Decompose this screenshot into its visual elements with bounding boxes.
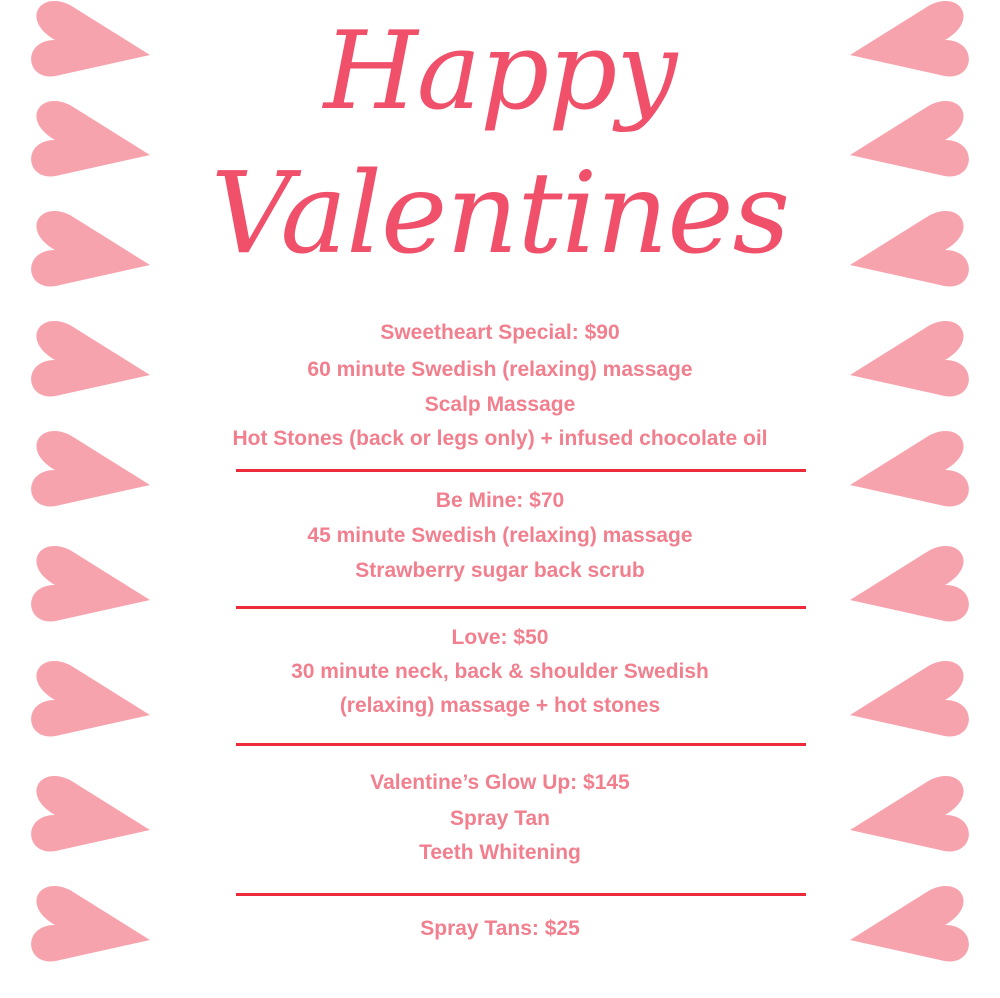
heart-icon [850,885,1000,995]
section-heading: Sweetheart Special: $90 [380,321,620,344]
heart-icon [0,885,150,995]
section-heading: Valentine’s Glow Up: $145 [370,771,630,794]
section-item: 30 minute neck, back & shoulder Swedish [291,660,709,683]
heart-icon [850,545,1000,655]
section-item: 60 minute Swedish (relaxing) massage [307,358,693,381]
right-heart-border [850,0,1000,998]
section-heading: Be Mine: $70 [435,489,565,512]
heart-icon [0,320,150,430]
heart-icon [850,775,1000,885]
section-item: (relaxing) massage + hot stones [339,694,661,717]
heart-icon [850,660,1000,770]
section-item: Spray Tan [450,807,550,830]
left-heart-border [0,0,150,998]
section-item: Scalp Massage [424,393,576,416]
heart-icon [0,430,150,540]
title-line-1: Happy [323,9,677,134]
section-divider [236,893,806,896]
section-divider [236,743,806,746]
section-item: Teeth Whitening [419,841,581,864]
section-item: 45 minute Swedish (relaxing) massage [307,524,693,547]
heart-icon [850,320,1000,430]
section-item: Strawberry sugar back scrub [355,559,645,582]
heart-icon [0,545,150,655]
section-heading: Spray Tans: $25 [420,917,580,940]
section-heading: Love: $50 [451,626,549,649]
section-divider [236,606,806,609]
heart-icon [0,660,150,770]
heart-icon [850,430,1000,540]
heart-icon [0,775,150,885]
title-line-2: Valentines [210,149,790,279]
section-divider [236,469,806,472]
section-item: Hot Stones (back or legs only) + infused chocolate oil [232,427,768,450]
